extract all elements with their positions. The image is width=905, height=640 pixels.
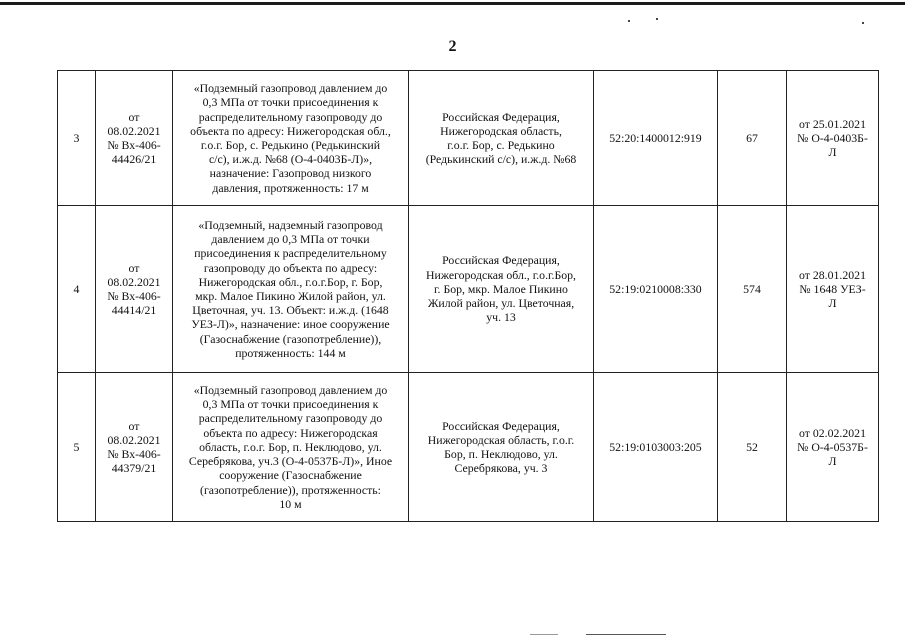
scan-streak [530, 634, 558, 635]
request-reference: от 08.02.2021 № Вх-406- 44379/21 [96, 373, 173, 522]
request-reference: от 08.02.2021 № Вх-406- 44426/21 [96, 71, 173, 206]
technical-conditions: от 25.01.2021 № О-4-0403Б- Л [787, 71, 879, 206]
table-row [58, 373, 879, 522]
table-row [58, 206, 879, 373]
object-description: «Подземный газопровод давлением до 0,3 МПа от точки присоединения к распределительному газопроводу до объекта по адресу: Нижегородская обл., г.о.г. Бор, с. Редькино (Редькинский с/с), и.ж.д. №68 (О-4-0403Б-Л)», назначение: Газопровод низкого давления, протяженность: 17 м [173, 71, 409, 206]
area-value: 67 [718, 71, 787, 206]
technical-conditions: от 02.02.2021 № О-4-0537Б- Л [787, 373, 879, 522]
object-address: Российская Федерация, Нижегородская обл., г.о.г.Бор, г. Бор, мкр. Малое Пикино Жилой район, ул. Цветочная, уч. 13 [409, 206, 594, 373]
scan-streak [586, 634, 666, 635]
page-number: 2 [448, 38, 457, 55]
area-value: 52 [718, 373, 787, 522]
cadastral-number: 52:19:0210008:330 [594, 206, 718, 373]
table-row [58, 71, 879, 206]
permits-table [57, 70, 879, 522]
object-description: «Подземный газопровод давлением до 0,3 МПа от точки присоединения к распределительному газопроводу до объекта по адресу: Нижегородская область, г.о.г. Бор, п. Неклюдово, ул. Серебрякова, уч.3 (О-4-0537Б-Л)», Иное сооружение (Газоснабжение (газопотребление)), протяженность: 10 м [173, 373, 409, 522]
technical-conditions: от 28.01.2021 № 1648 УЕЗ- Л [787, 206, 879, 373]
area-value: 574 [718, 206, 787, 373]
scan-speck [862, 22, 864, 24]
object-address: Российская Федерация, Нижегородская область, г.о.г. Бор, с. Редькино (Редькинский с/с), и.ж.д. №68 [409, 71, 594, 206]
object-address: Российская Федерация, Нижегородская область, г.о.г. Бор, п. Неклюдово, ул. Серебрякова, уч. 3 [409, 373, 594, 522]
scan-top-border [0, 2, 905, 5]
cadastral-number: 52:19:0103003:205 [594, 373, 718, 522]
request-reference: от 08.02.2021 № Вх-406- 44414/21 [96, 206, 173, 373]
row-number: 4 [58, 206, 96, 373]
scan-speck [656, 18, 658, 20]
scan-speck [628, 20, 630, 22]
row-number: 3 [58, 71, 96, 206]
object-description: «Подземный, надземный газопровод давлением до 0,3 МПа от точки присоединения к распределительному газопроводу до объекта по адресу: Нижегородская обл., г.о.г.Бор, г. Бор, мкр. Малое Пикино Жилой район, ул. Цветочная, уч. 13. Объект: и.ж.д. (1648 УЕЗ-Л)», назначение: иное сооружение (Газоснабжение (газопотребление)), протяженность: 144 м [173, 206, 409, 373]
row-number: 5 [58, 373, 96, 522]
cadastral-number: 52:20:1400012:919 [594, 71, 718, 206]
